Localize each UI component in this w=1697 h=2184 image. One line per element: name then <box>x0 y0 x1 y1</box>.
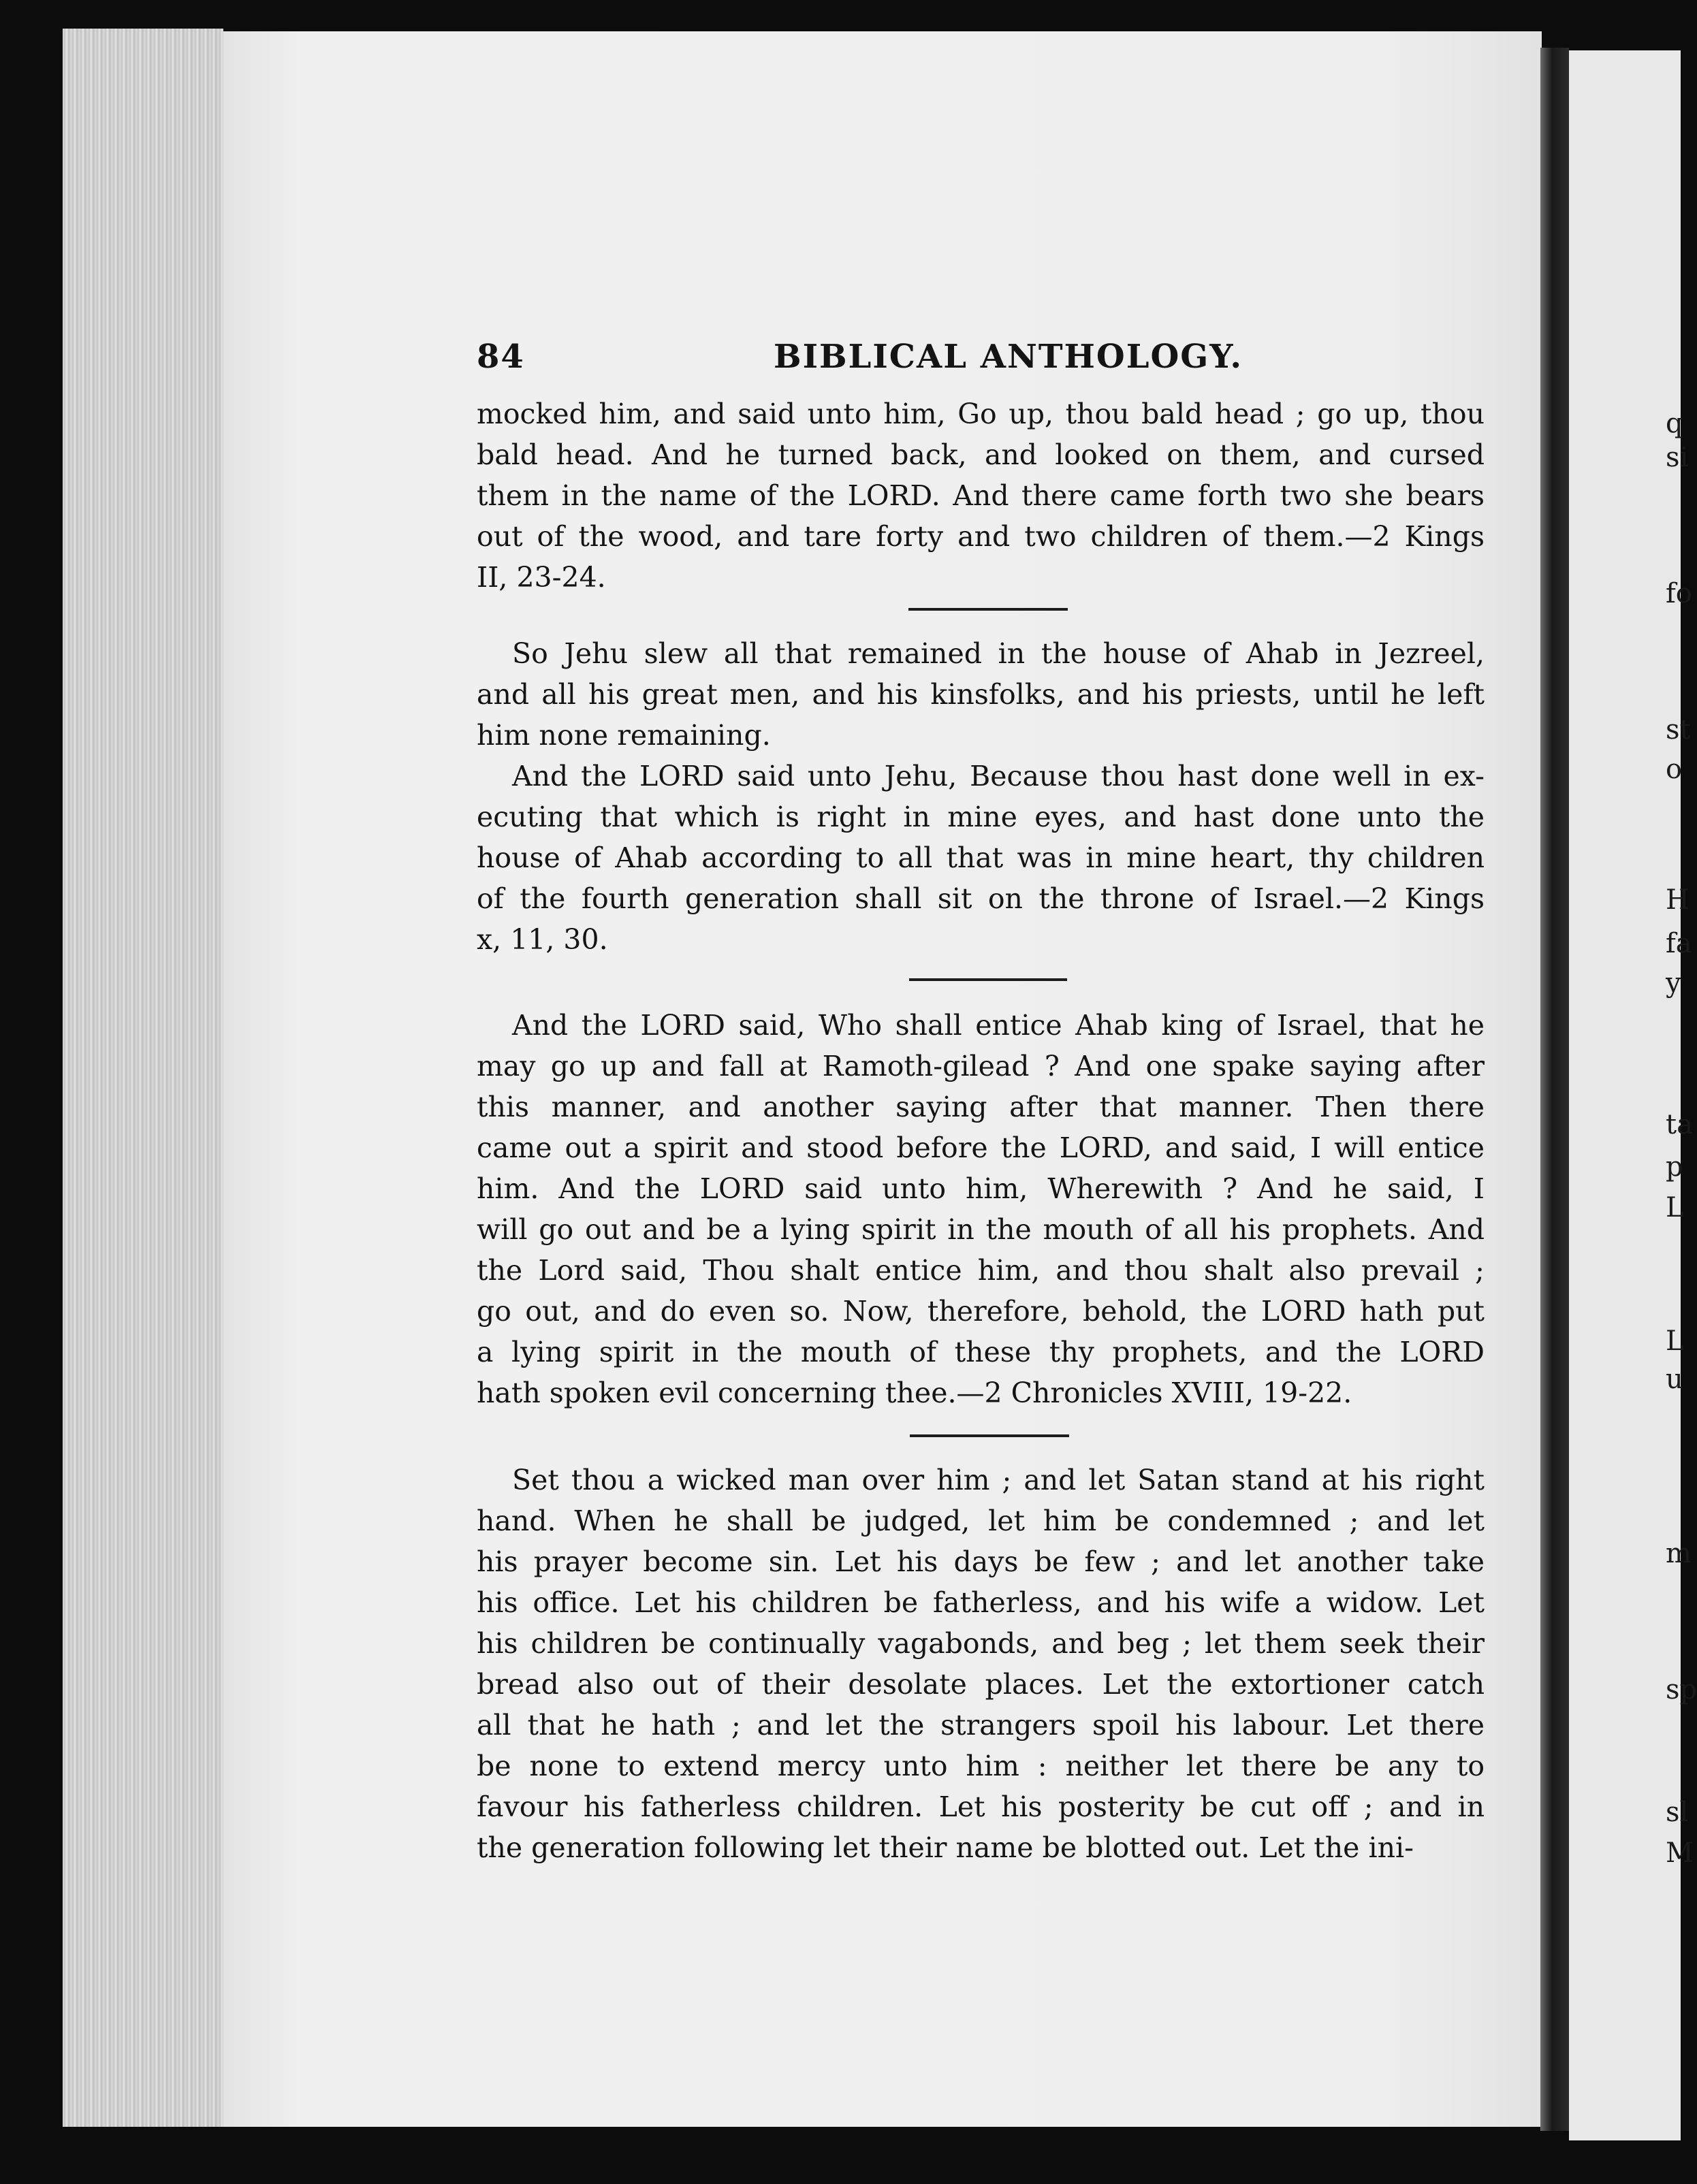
text-line: go out, and do even so. Now, therefore, behold, the LORD hath put <box>477 1295 1485 1328</box>
text-line: bread also out of their desolate places. Let the extortioner catch <box>477 1668 1485 1701</box>
text-line: be none to extend mercy unto him : neither let there be any to <box>477 1750 1485 1782</box>
text-line: came out a spirit and stood before the LORD, and said, I will entice <box>477 1131 1485 1164</box>
next-page-fragment: si <box>1666 442 1689 473</box>
page-number: 84 <box>477 338 525 376</box>
text-line: hand. When he shall be judged, let him be condemned ; and let <box>477 1505 1485 1537</box>
next-page-fragment: sp <box>1666 1674 1697 1705</box>
page-edges <box>63 29 223 2127</box>
running-head: BIBLICAL ANTHOLOGY. <box>774 338 1243 376</box>
next-page-fragment: sl <box>1666 1797 1689 1828</box>
text-line: his office. Let his children be fatherless, and his wife a widow. Let <box>477 1586 1485 1619</box>
next-page-fragment: p <box>1666 1151 1683 1183</box>
next-page-fragment: st <box>1666 714 1691 745</box>
next-page-fragment: M <box>1666 1837 1694 1869</box>
text-line: and all his great men, and his kinsfolks, and his priests, until he left <box>477 678 1485 711</box>
next-page-fragment: u <box>1666 1364 1683 1395</box>
next-page-fragment: fo <box>1666 578 1692 609</box>
next-page-fragment: o <box>1666 754 1683 785</box>
book-gutter <box>1540 48 1569 2131</box>
text-line: And the LORD said unto Jehu, Because thou hast done well in ex- <box>512 760 1485 792</box>
text-line: hath spoken evil concerning thee.—2 Chronicles XVIII, 19-22. <box>477 1377 1352 1409</box>
text-line: out of the wood, and tare forty and two children of them.—2 Kings <box>477 520 1485 553</box>
text-line: may go up and fall at Ramoth-gilead ? And one spake saying after <box>477 1050 1485 1082</box>
text-line: him. And the LORD said unto him, Wherewith ? And he said, I <box>477 1172 1485 1205</box>
next-page-fragment: L <box>1666 1192 1684 1223</box>
next-page-fragment: ta <box>1666 1109 1693 1140</box>
text-line: mocked him, and said unto him, Go up, thou bald head ; go up, thou <box>477 398 1485 430</box>
next-page-fragment: q <box>1666 408 1683 439</box>
next-page-edge <box>1569 50 1681 2140</box>
text-line: bald head. And he turned back, and looked on them, and cursed <box>477 438 1485 471</box>
text-line: x, 11, 30. <box>477 923 608 956</box>
text-line: Set thou a wicked man over him ; and let Satan stand at his right <box>512 1464 1485 1496</box>
text-line: ecuting that which is right in mine eyes, and hast done unto the <box>477 801 1485 833</box>
next-page-fragment: L <box>1666 1326 1684 1357</box>
section-divider <box>910 1434 1069 1437</box>
text-line: the generation following let their name be blotted out. Let the ini- <box>477 1831 1414 1864</box>
text-line: the Lord said, Thou shalt entice him, and thou shalt also prevail ; <box>477 1254 1485 1287</box>
next-page-fragment: y <box>1666 967 1681 999</box>
text-line: favour his fatherless children. Let his posterity be cut off ; and in <box>477 1790 1485 1823</box>
text-line: II, 23-24. <box>477 561 606 594</box>
text-line: house of Ahab according to all that was in mine heart, thy children <box>477 841 1485 874</box>
text-line: will go out and be a lying spirit in the mouth of all his prophets. And <box>477 1213 1485 1246</box>
text-line: his prayer become sin. Let his days be few ; and let another take <box>477 1545 1485 1578</box>
text-line: this manner, and another saying after that manner. Then there <box>477 1091 1485 1123</box>
text-line: So Jehu slew all that remained in the house of Ahab in Jezreel, <box>512 637 1485 670</box>
next-page-fragment: H <box>1666 884 1690 916</box>
next-page-fragment: fa <box>1666 928 1692 959</box>
section-divider <box>909 978 1067 981</box>
text-line: of the fourth generation shall sit on the throne of Israel.—2 Kings <box>477 882 1485 915</box>
text-line: his children be continually vagabonds, and beg ; let them seek their <box>477 1627 1485 1660</box>
text-line: him none remaining. <box>477 719 771 752</box>
text-line: them in the name of the LORD. And there came forth two she bears <box>477 479 1485 512</box>
text-line: all that he hath ; and let the strangers spoil his labour. Let there <box>477 1709 1485 1741</box>
next-page-fragment: m <box>1666 1538 1692 1569</box>
text-line: And the LORD said, Who shall entice Ahab king of Israel, that he <box>512 1009 1485 1042</box>
text-line: a lying spirit in the mouth of these thy prophets, and the LORD <box>477 1336 1485 1368</box>
section-divider <box>908 608 1068 611</box>
